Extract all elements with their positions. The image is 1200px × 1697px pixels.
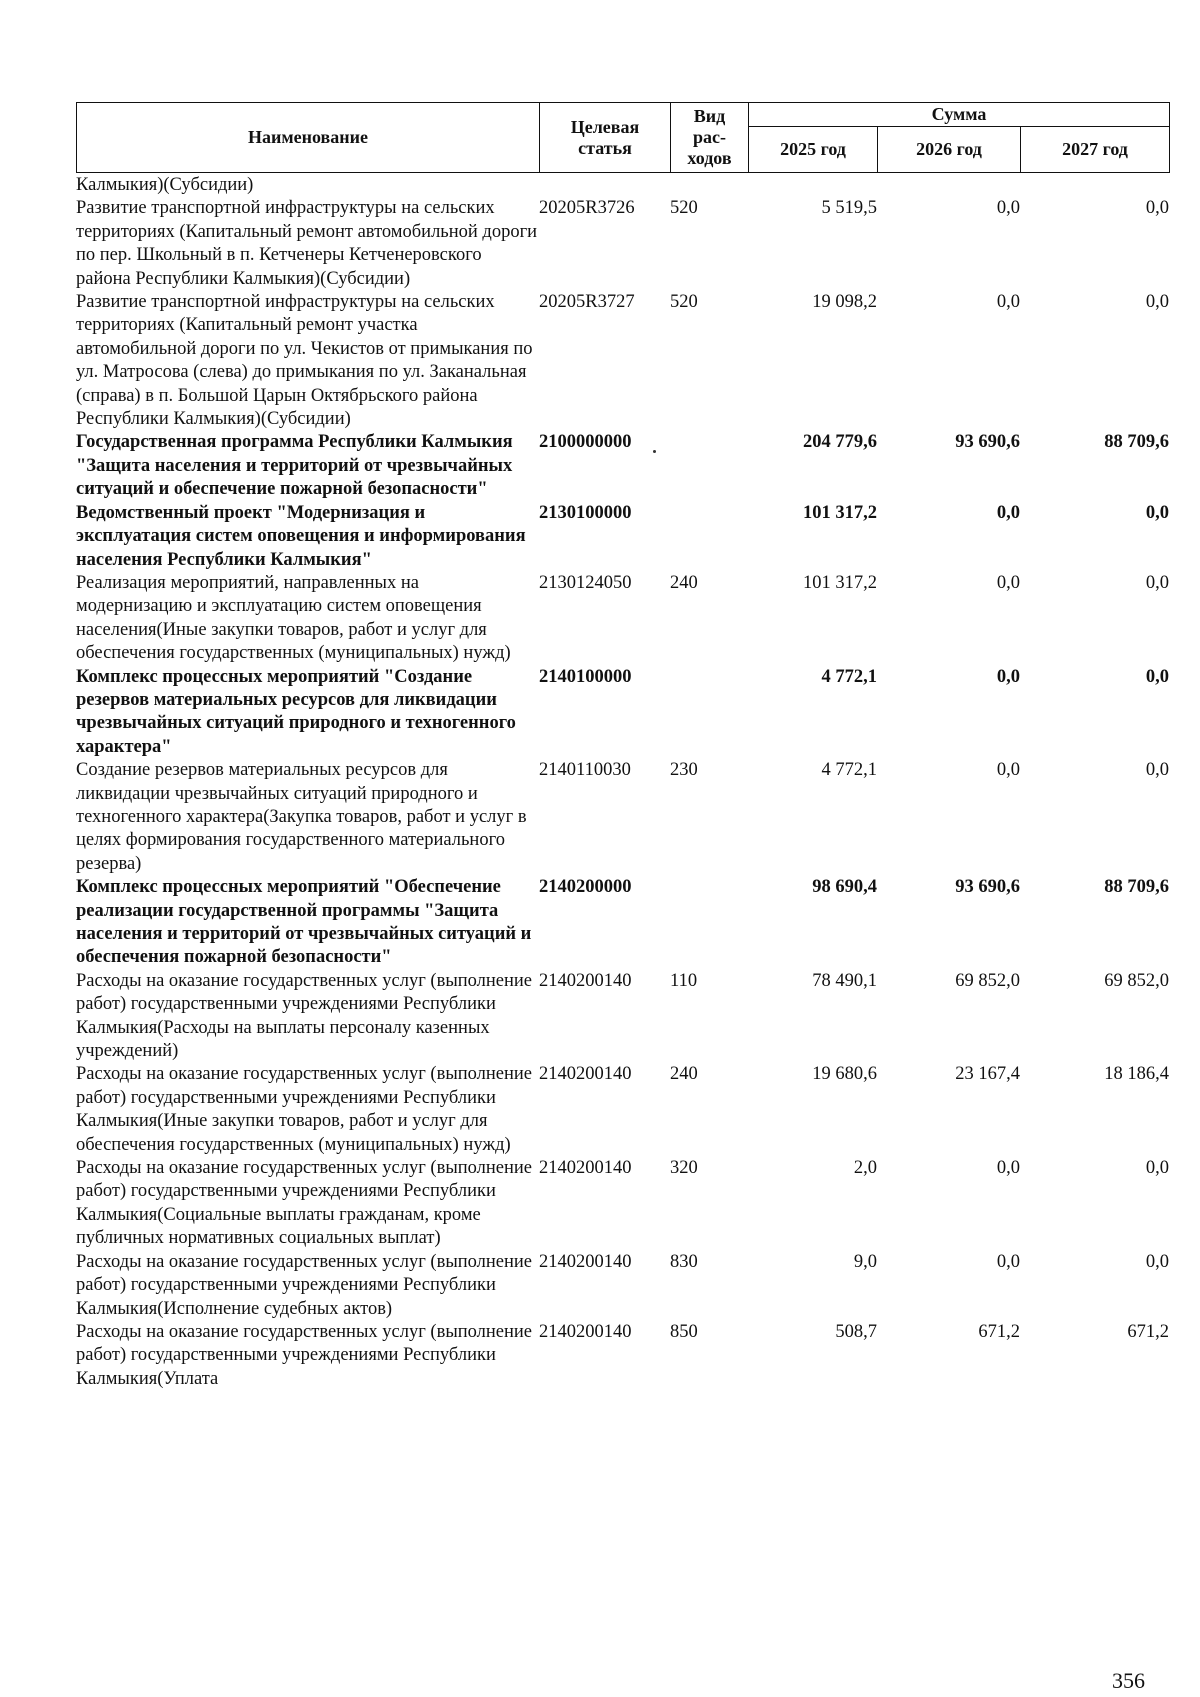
table-row [76, 431, 1169, 501]
row-amount-2025: 78 490,1 [812, 970, 877, 991]
row-amount-2026: 0,0 [996, 1251, 1020, 1272]
row-amount-2027: 0,0 [1145, 1251, 1169, 1272]
row-name: Расходы на оказание государственных услуг (выполнение работ) государственными учреждениями Республики Калмыкия(Исполнение судебных актов) [76, 1251, 533, 1319]
row-amount-2026: 69 852,0 [955, 970, 1020, 991]
row-target-code: 2130100000 [539, 502, 632, 523]
row-amount-2027 [1020, 174, 1169, 197]
row-amount-2026: 0,0 [996, 1158, 1020, 1179]
row-amount-2025: 19 098,2 [812, 292, 877, 313]
row-amount-2026: 0,0 [996, 198, 1020, 219]
row-target-code: 2140200140 [539, 1064, 632, 1085]
row-amount-2027: 0,0 [1145, 572, 1169, 593]
row-target-code: 2140200140 [539, 1321, 632, 1342]
row-target-code: 2140200140 [539, 1251, 632, 1272]
row-amount-2027: 0,0 [1145, 198, 1169, 219]
row-expense-type: 240 [670, 572, 698, 593]
row-expense-type: 520 [670, 292, 698, 313]
row-amount-2027: 0,0 [1145, 292, 1169, 313]
header-target: Целевая статья [540, 103, 671, 173]
row-expense-type [670, 431, 748, 501]
row-amount-2025: 4 772,1 [821, 760, 877, 781]
row-expense-type [670, 666, 748, 760]
table-body [76, 174, 1169, 1391]
row-amount-2026: 93 690,6 [955, 877, 1020, 898]
row-name: Расходы на оказание государственных услуг (выполнение работ) государственными учреждениями Республики Калмыкия(Иные закупки товаров, работ и услуг для обеспечения государственных (муниципальных) нужд) [76, 1064, 533, 1155]
row-name: Развитие транспортной инфраструктуры на сельских территориях (Капитальный ремонт автомобильной дороги по пер. Школьный в п. Кетченеры Кетченеровского района Республики Калмыкия)(Субсидии) [76, 198, 538, 289]
row-target-code: 2140100000 [539, 666, 632, 687]
row-name: Ведомственный проект "Модернизация и эксплуатация систем оповещения и информирования населения Республики Калмыкия" [76, 502, 526, 570]
row-amount-2025: 204 779,6 [803, 432, 877, 453]
row-amount-2025: 5 519,5 [821, 198, 877, 219]
row-expense-type [670, 502, 748, 572]
row-name: Калмыкия)(Субсидии) [76, 175, 254, 195]
row-name: Реализация мероприятий, направленных на модернизацию и эксплуатацию систем оповещения населения(Иные закупки товаров, работ и услуг для обеспечения государственных (муниципальных) нужд) [76, 572, 511, 664]
row-expense-type: 850 [670, 1321, 698, 1342]
row-amount-2026: 0,0 [996, 760, 1020, 781]
row-amount-2026: 93 690,6 [955, 432, 1020, 453]
page-number: 356 [1112, 1668, 1145, 1693]
row-name: Расходы на оказание государственных услуг (выполнение работ) государственными учреждениями Республики Калмыкия(Уплата [76, 1321, 533, 1389]
row-name: Комплекс процессных мероприятий "Обеспечение реализации государственной программы "Защита населения и территорий от чрезвычайных ситуаций и обеспечения пожарной безопасности" [76, 877, 532, 968]
table-row [76, 502, 1169, 572]
header-year-2027: 2027 год [1021, 127, 1170, 173]
row-expense-type [670, 174, 748, 197]
row-amount-2025: 101 317,2 [803, 502, 877, 523]
row-target-code: 2140200140 [539, 1158, 632, 1179]
row-name: Развитие транспортной инфраструктуры на сельских территориях (Капитальный ремонт участка автомобильной дороги по ул. Чекистов от примыкания по ул. Матросова (слева) до примыкания по ул. Заканальная (справа) в п. Большой Царын Октябрьского района Республики Калмыкия)(Субсидии) [76, 292, 533, 430]
row-amount-2026: 671,2 [978, 1321, 1020, 1342]
row-target-code [539, 174, 670, 197]
row-amount-2027: 18 186,4 [1104, 1064, 1169, 1085]
row-expense-type: 830 [670, 1251, 698, 1272]
row-amount-2027: 0,0 [1145, 1158, 1169, 1179]
row-target-code: 2140200140 [539, 970, 632, 991]
header-year-2026: 2026 год [878, 127, 1021, 173]
row-amount-2026 [877, 174, 1020, 197]
row-target-code: 2140110030 [539, 760, 631, 781]
row-expense-type: 110 [670, 970, 698, 991]
table-row [76, 572, 1169, 666]
row-amount-2027: 0,0 [1145, 502, 1169, 523]
row-expense-type: 240 [670, 1064, 698, 1085]
row-amount-2027: 88 709,6 [1104, 877, 1169, 898]
row-amount-2027: 0,0 [1145, 666, 1169, 687]
row-expense-type: 320 [670, 1158, 698, 1179]
row-amount-2026: 0,0 [996, 572, 1020, 593]
row-name: Расходы на оказание государственных услуг (выполнение работ) государственными учреждениями Республики Калмыкия(Расходы на выплаты персоналу казенных учреждений) [76, 970, 533, 1062]
row-target-code: 2130124050 [539, 572, 632, 593]
row-target-code: 2100000000 [539, 432, 632, 453]
table-row [76, 1063, 1169, 1157]
table-row [76, 876, 1169, 970]
table-row [76, 1251, 1169, 1321]
table-row [76, 970, 1169, 1064]
row-amount-2026: 23 167,4 [955, 1064, 1020, 1085]
row-amount-2025: 2,0 [853, 1158, 877, 1179]
row-amount-2025: 508,7 [835, 1321, 877, 1342]
row-amount-2027: 88 709,6 [1104, 432, 1169, 453]
row-amount-2026: 0,0 [996, 666, 1020, 687]
scan-speck [653, 450, 656, 453]
table-row [76, 666, 1169, 760]
row-amount-2025: 101 317,2 [803, 572, 877, 593]
row-name: Создание резервов материальных ресурсов для ликвидации чрезвычайных ситуаций природного и техногенного характера(Закупка товаров, работ и услуг в целях формирования государственного материального резерва) [76, 760, 527, 874]
table-row [76, 1321, 1169, 1391]
row-target-code: 2140200000 [539, 877, 632, 898]
row-amount-2027: 69 852,0 [1104, 970, 1169, 991]
header-name: Наименование [77, 103, 540, 173]
table-row [76, 1157, 1169, 1251]
row-target-code: 20205R3727 [539, 292, 635, 313]
row-amount-2025: 19 680,6 [812, 1064, 877, 1085]
table-row [76, 197, 1169, 291]
row-name: Расходы на оказание государственных услуг (выполнение работ) государственными учреждениями Республики Калмыкия(Социальные выплаты гражданам, кроме публичных нормативных социальных выплат) [76, 1158, 533, 1249]
table-row [76, 174, 1169, 197]
row-expense-type: 230 [670, 760, 698, 781]
row-amount-2025: 98 690,4 [812, 877, 877, 898]
row-expense-type [670, 876, 748, 970]
row-amount-2026: 0,0 [996, 292, 1020, 313]
row-target-code: 20205R3726 [539, 198, 635, 219]
row-amount-2025: 9,0 [853, 1251, 877, 1272]
header-year-2025: 2025 год [749, 127, 878, 173]
row-amount-2026: 0,0 [996, 502, 1020, 523]
table-row [76, 291, 1169, 431]
row-amount-2025: 4 772,1 [821, 666, 877, 687]
header-sum: Сумма [749, 103, 1170, 127]
row-name: Государственная программа Республики Калмыкия "Защита населения и территорий от чрезвычайных ситуаций и обеспечение пожарной безопасности" [76, 432, 513, 500]
row-expense-type: 520 [670, 198, 698, 219]
row-amount-2027: 671,2 [1127, 1321, 1169, 1342]
table-header [76, 102, 1170, 173]
row-amount-2025 [748, 174, 877, 197]
row-amount-2027: 0,0 [1145, 760, 1169, 781]
table-row [76, 759, 1169, 876]
header-vid: Вид рас- ходов [671, 103, 749, 173]
row-name: Комплекс процессных мероприятий "Создание резервов материальных ресурсов для ликвидации чрезвычайных ситуаций природного и техногенного характера" [76, 666, 516, 757]
